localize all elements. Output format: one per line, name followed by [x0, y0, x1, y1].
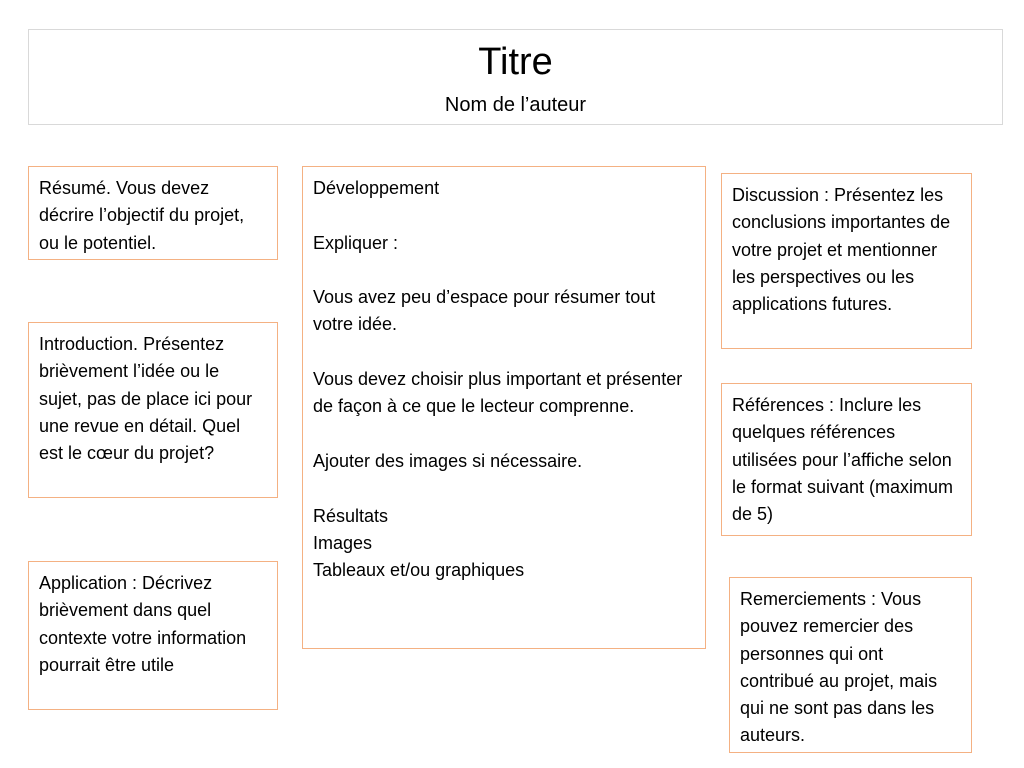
development-paragraph-3: Ajouter des images si nécessaire.	[313, 450, 583, 471]
application-box[interactable]	[28, 561, 278, 710]
development-heading: Développement	[313, 178, 440, 198]
application-text: Application : Décrivez brièvement dans quel contexte votre information pourrait être utile	[39, 573, 247, 675]
introduction-text: Introduction. Présentez brièvement l’idée ou le sujet, pas de place ici pour une revue en détail. Quel est le cœur du projet?	[39, 334, 253, 464]
discussion-box[interactable]	[721, 173, 972, 349]
poster-header	[28, 29, 1003, 125]
introduction-box[interactable]	[28, 322, 278, 498]
discussion-text: Discussion : Présentez les conclusions importantes de votre projet et mentionner les perspectives ou les applications futures.	[732, 185, 951, 315]
development-paragraph-1: Vous avez peu d’espace pour résumer tout votre idée.	[313, 287, 656, 335]
resume-text: Résumé. Vous devez décrire l’objectif du projet, ou le potentiel.	[39, 178, 245, 253]
references-text: Références : Inclure les quelques références utilisées pour l’affiche selon le format suivant (maximum de 5)	[732, 395, 954, 525]
tables-graphs-item: Tableaux et/ou graphiques	[313, 560, 525, 581]
resume-box[interactable]	[28, 166, 278, 260]
acknowledgements-text: Remerciements : Vous pouvez remercier des personnes qui ont contribué au projet, mais qui ne sont pas dans les auteurs.	[740, 589, 938, 746]
acknowledgements-box[interactable]	[729, 577, 972, 753]
results-list	[313, 503, 695, 585]
development-box[interactable]	[302, 166, 706, 649]
poster-title[interactable]: Titre	[478, 41, 553, 83]
poster-author[interactable]: Nom de l’auteur	[444, 94, 587, 116]
images-item: Images	[313, 532, 373, 553]
references-box[interactable]	[721, 383, 972, 536]
explain-label: Expliquer :	[313, 232, 399, 253]
results-item: Résultats	[313, 505, 389, 526]
development-paragraph-2: Vous devez choisir plus important et présenter de façon à ce que le lecteur comprenne.	[313, 369, 683, 417]
